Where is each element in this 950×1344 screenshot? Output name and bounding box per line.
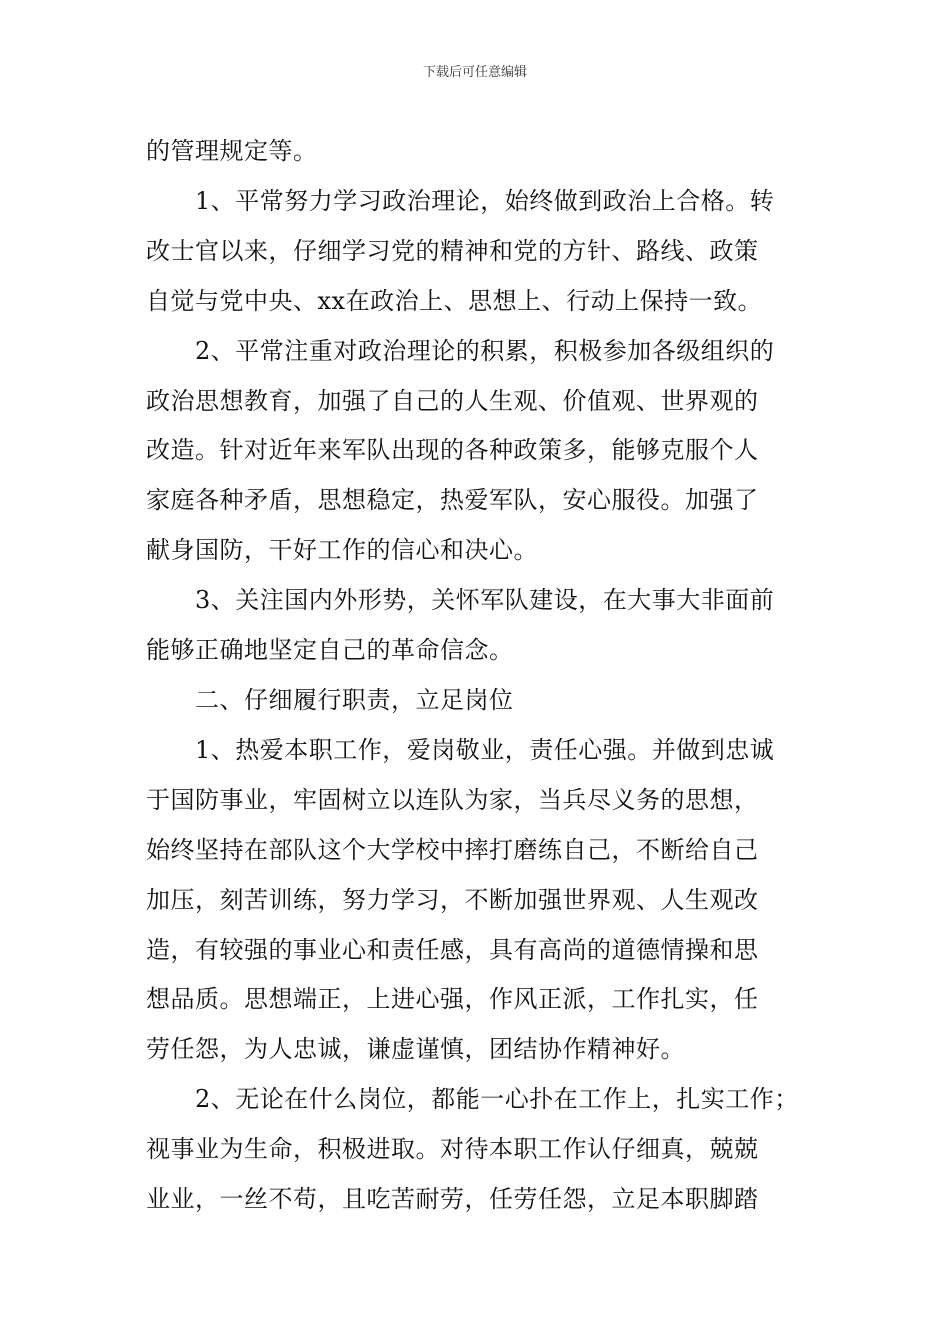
text-line: 于国防事业，牢固树立以连队为家，当兵尽义务的思想，: [146, 785, 759, 814]
text-line: 造，有较强的事业心和责任感，具有高尚的道德情操和思: [146, 935, 759, 964]
paragraph-first-line: 2、平常注重对政治理论的积累，积极参加各级组织的: [195, 336, 775, 365]
paragraph-first-line: 3、关注国内外形势，关怀军队建设，在大事大非面前: [195, 586, 775, 615]
text-line: 自觉与党中央、xx在政治上、思想上、行动上保持一致。: [146, 286, 763, 315]
paragraph-first-line: 1、热爱本职工作，爱岗敬业，责任心强。并做到忠诚: [195, 735, 775, 764]
text-line: 的管理规定等。: [146, 137, 318, 165]
text-line: 业业，一丝不苟，且吃苦耐劳，任劳任怨，立足本职脚踏: [146, 1185, 759, 1214]
paragraph-first-line: 二、仔细履行职责，立足岗位: [195, 685, 514, 714]
text-line: 献身国防，干好工作的信心和决心。: [146, 536, 538, 565]
text-line: 视事业为生命，积极进取。对待本职工作认仔细真，兢兢: [146, 1135, 759, 1164]
document-body: [146, 127, 826, 1225]
text-line: 政治思想教育，加强了自己的人生观、价值观、世界观的: [146, 386, 759, 415]
text-line: 改造。针对近年来军队出现的各种政策多，能够克服个人: [146, 436, 759, 465]
paragraph-first-line: 1、平常努力学习政治理论，始终做到政治上合格。转: [195, 186, 775, 215]
text-line: 加压，刻苦训练，努力学习，不断加强世界观、人生观改: [146, 885, 759, 914]
text-line: 劳任怨，为人忠诚，谦虚谨慎，团结协作精神好。: [146, 1035, 685, 1064]
page-header: 下载后可任意编辑: [422, 65, 527, 80]
text-line: 始终坚持在部队这个大学校中摔打磨练自己，不断给自己: [146, 835, 759, 864]
text-line: 家庭各种矛盾，思想稳定，热爱军队，安心服役。加强了: [146, 486, 759, 515]
text-line: 想品质。思想端正，上进心强，作风正派，工作扎实，任: [146, 985, 759, 1014]
text-line: 能够正确地坚定自己的革命信念。: [146, 636, 514, 665]
text-line: 改士官以来，仔细学习党的精神和党的方针、路线、政策: [146, 236, 759, 265]
paragraph-first-line: 2、无论在什么岗位，都能一心扑在工作上，扎实工作；: [195, 1085, 799, 1114]
